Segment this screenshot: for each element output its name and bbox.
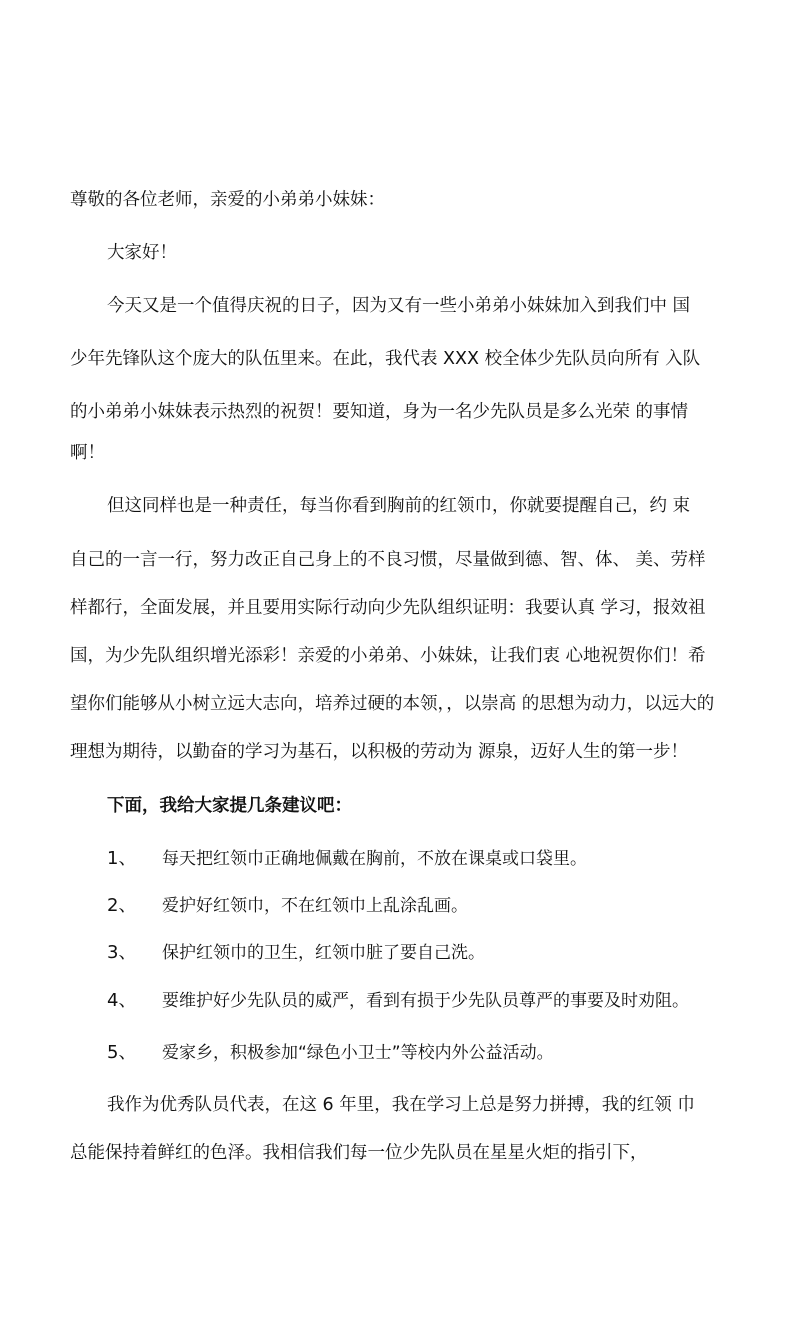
paragraph-1-line-3: 的小弟弟小妹妹表示热烈的祝贺！要知道，身为一名少先队员是多么光荣 的事情 [70, 402, 689, 422]
list-item: 要维护好少先队员的威严，看到有损于少先队员尊严的事要及时劝阻。 [162, 991, 689, 1011]
paragraph-3-line-1: 我作为优秀队员代表，在这 6 年里，我在学习上总是努力拼搏，我的红领 巾 [107, 1095, 695, 1115]
paragraph-1-line-2: 少年先锋队这个庞大的队伍里来。在此，我代表 XXX 校全体少先队员向所有 入队 [70, 349, 701, 369]
list-item: 爱家乡，积极参加“绿色小卫士”等校内外公益活动。 [162, 1043, 554, 1063]
list-item-number: 1、 [107, 848, 137, 869]
list-item: 每天把红领巾正确地佩戴在胸前，不放在课桌或口袋里。 [162, 849, 587, 869]
paragraph-2-line-5: 望你们能够从小树立远大志向，培养过硬的本领，，以崇高 的思想为动力，以远大的 [70, 694, 715, 714]
list-item: 保护红领巾的卫生，红领巾脏了要自己洗。 [162, 943, 485, 963]
paragraph-1-line-1: 今天又是一个值得庆祝的日子，因为又有一些小弟弟小妹妹加入到我们中 国 [107, 296, 691, 316]
paragraph-2-line-2: 自己的一言一行，努力改正自己身上的不良习惯，尽量做到德、智、体、 美、劳样 [70, 550, 706, 570]
list-item-number: 5、 [107, 1042, 137, 1063]
paragraph-2-line-6: 理想为期待，以勤奋的学习为基石，以积极的劳动为 源泉，迈好人生的第一步！ [70, 742, 689, 762]
paragraph-2-line-3: 样都行，全面发展，并且要用实际行动向少先队组织证明：我要认真 学习，报效祖 [70, 598, 706, 618]
paragraph-2-line-4: 国，为少先队组织增光添彩！亲爱的小弟弟、小妹妹，让我们衷 心地祝贺你们！希 [70, 646, 706, 666]
hello-line: 大家好！ [107, 243, 177, 263]
list-item-number: 4、 [107, 990, 137, 1011]
suggestions-heading: 下面，我给大家提几条建议吧： [107, 796, 352, 816]
paragraph-3-line-2: 总能保持着鲜红的色泽。我相信我们每一位少先队员在星星火炬的指引下， [70, 1143, 648, 1163]
paragraph-2-line-1: 但这同样也是一种责任，每当你看到胸前的红领巾，你就要提醒自己，约 束 [107, 496, 691, 516]
paragraph-1-line-4: 啊！ [70, 443, 105, 463]
greeting-line: 尊敬的各位老师，亲爱的小弟弟小妹妹： [70, 190, 385, 210]
list-item-number: 2、 [107, 895, 137, 916]
list-item-number: 3、 [107, 942, 137, 963]
list-item: 爱护好红领巾，不在红领巾上乱涂乱画。 [162, 896, 468, 916]
